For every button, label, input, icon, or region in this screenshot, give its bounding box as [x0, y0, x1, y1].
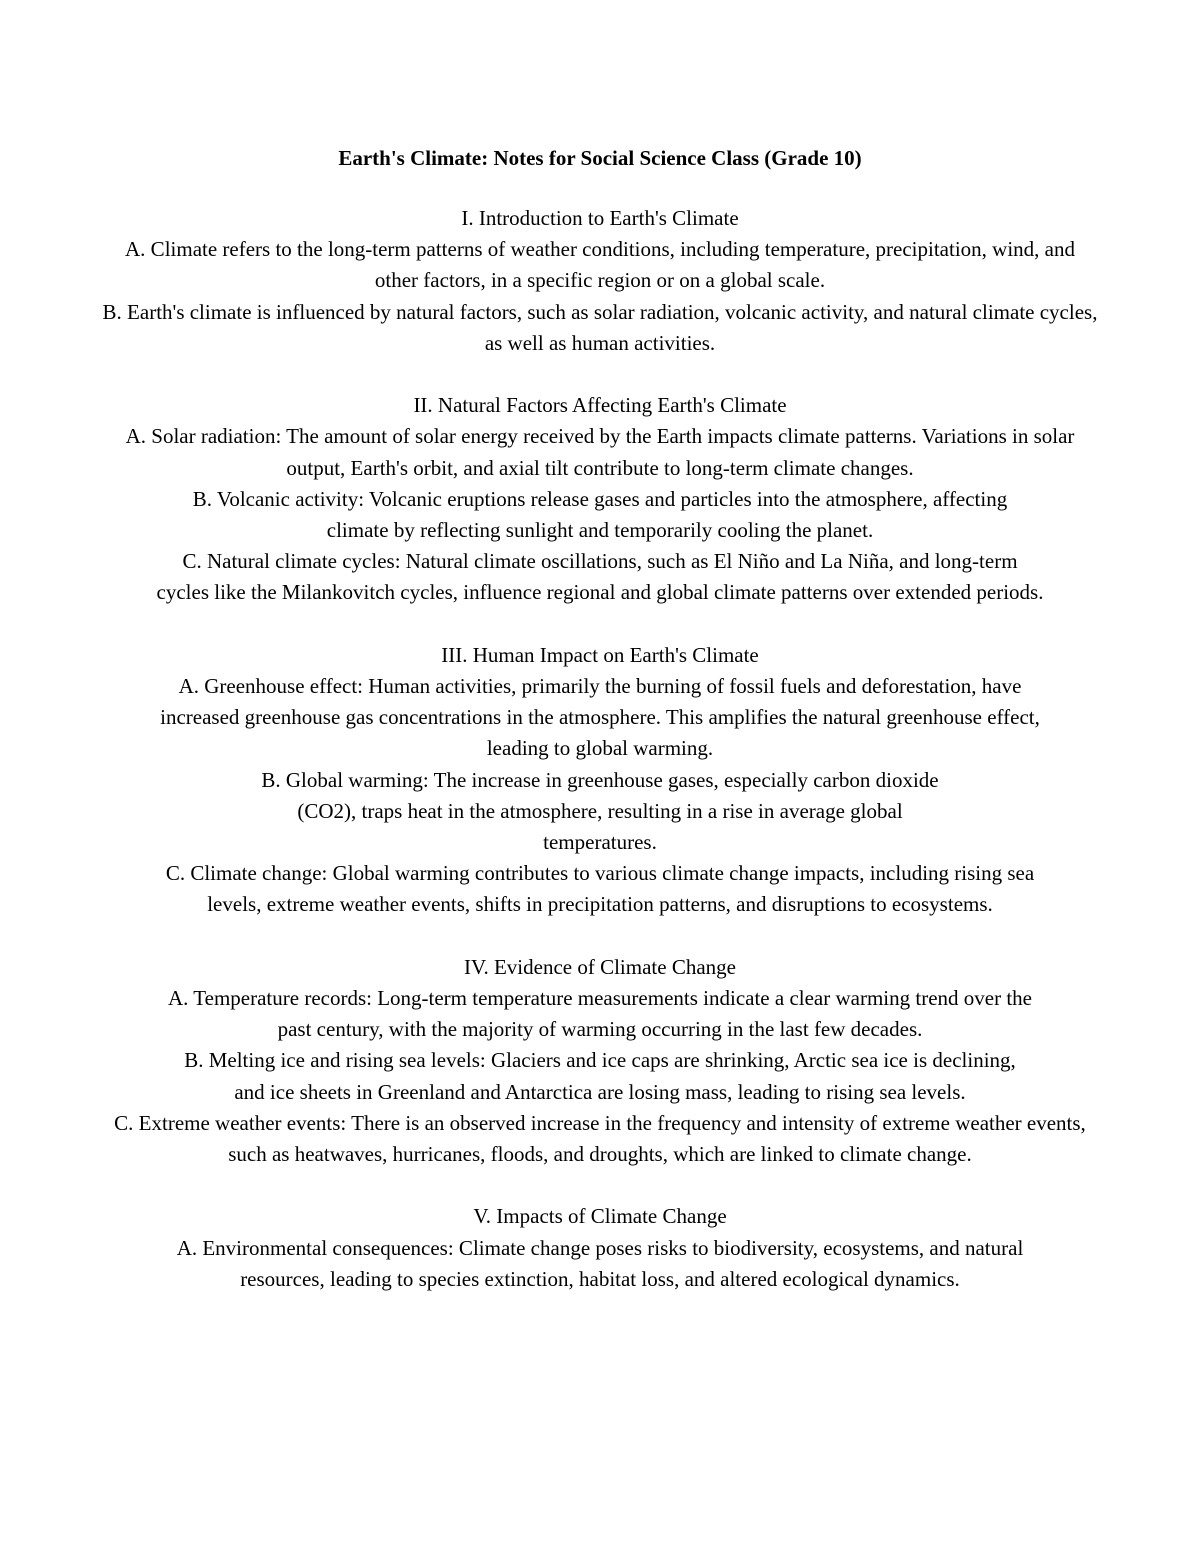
section-item: B. Earth's climate is influenced by natural factors, such as solar radiation, volcanic activity, and natural climate cycles, as well as human activities.	[102, 299, 1098, 355]
section-natural-factors	[100, 390, 1100, 608]
section-item: B. Volcanic activity: Volcanic eruptions release gases and particles into the atmosphere, affecting climate by reflecting sunlight and temporarily cooling the planet.	[192, 486, 1008, 543]
section-item: C. Climate change: Global warming contributes to various climate change impacts, including rising sea levels, extreme weather events, shifts in precipitation patterns, and disruptions to ecosystems.	[165, 861, 1035, 917]
section-heading: IV. Evidence of Climate Change	[464, 954, 736, 979]
section-item: C. Extreme weather events: There is an observed increase in the frequency and intensity of extreme weather events, such as heatwaves, hurricanes, floods, and droughts, which are linked to climate change.	[114, 1110, 1086, 1167]
document-title: Earth's Climate: Notes for Social Science Class (Grade 10)	[338, 146, 862, 170]
section-item: A. Greenhouse effect: Human activities, primarily the burning of fossil fuels and deforestation, have increased greenhouse gas concentrations in the atmosphere. This amplifies the natural greenhouse effect, leading to global warming.	[160, 674, 1040, 761]
section-item: B. Melting ice and rising sea levels: Glaciers and ice caps are shrinking, Arctic sea ice is declining, and ice sheets in Greenland and Antarctica are losing mass, leading to rising sea levels.	[184, 1048, 1016, 1104]
document-body	[100, 203, 1100, 1326]
section-heading: V. Impacts of Climate Change	[473, 1204, 727, 1229]
section-item: A. Temperature records: Long-term temperature measurements indicate a clear warming trend over the past century, with the majority of warming occurring in the last few decades.	[167, 986, 1032, 1042]
section-evidence	[100, 952, 1100, 1170]
section-introduction	[100, 203, 1100, 359]
section-item: A. Solar radiation: The amount of solar energy received by the Earth impacts climate patterns. Variations in solar output, Earth's orbit, and axial tilt contribute to long-term climate changes.	[125, 424, 1075, 480]
section-item: A. Environmental consequences: Climate change poses risks to biodiversity, ecosystems, and natural resources, leading to species extinction, habitat loss, and altered ecological dynamics.	[176, 1235, 1024, 1291]
section-heading: III. Human Impact on Earth's Climate	[441, 642, 759, 667]
section-human-impact	[100, 640, 1100, 921]
section-item: A. Climate refers to the long-term patterns of weather conditions, including temperature, precipitation, wind, and other factors, in a specific region or on a global scale.	[125, 237, 1075, 293]
section-heading: II. Natural Factors Affecting Earth's Climate	[413, 393, 787, 418]
section-impacts	[100, 1201, 1100, 1295]
section-item: B. Global warming: The increase in greenhouse gases, especially carbon dioxide (CO2), traps heat in the atmosphere, resulting in a rise in average global temperatures.	[261, 767, 939, 855]
section-heading: I. Introduction to Earth's Climate	[461, 206, 739, 230]
section-item: C. Natural climate cycles: Natural climate oscillations, such as El Niño and La Niña, and long-term cycles like the Milankovitch cycles, influence regional and global climate patterns over extended periods.	[156, 549, 1044, 605]
